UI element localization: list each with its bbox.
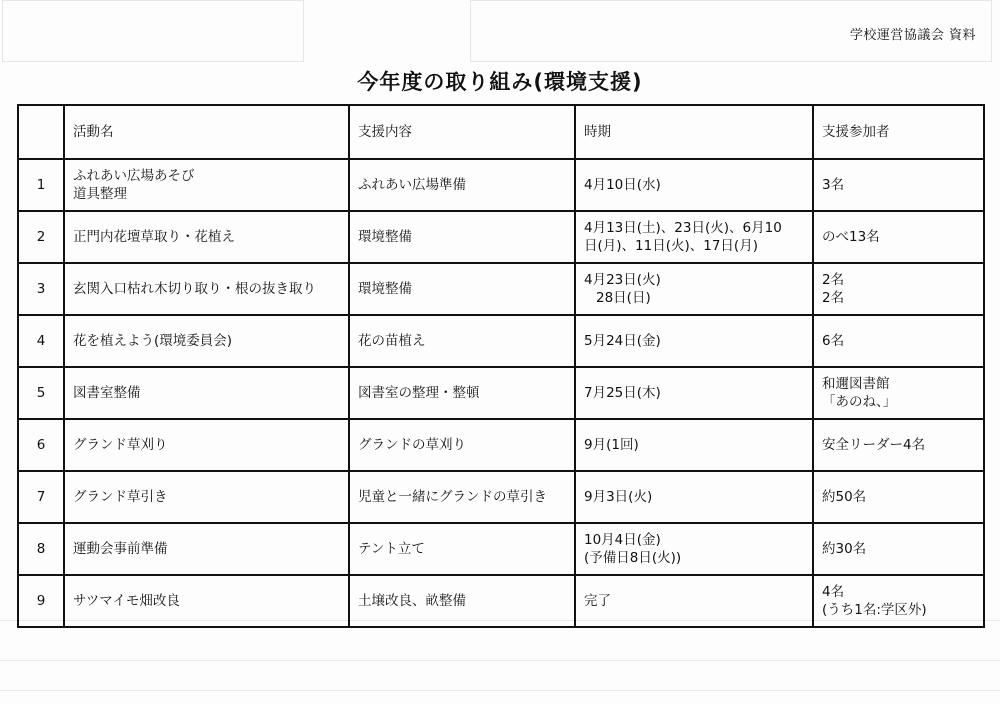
participants-cell [813,471,984,523]
activity-text: 玄関入口枯れ木切り取り・根の抜き取り [73,281,316,297]
content-text: グランドの草刈り [358,437,466,453]
header-content: 支援内容 [349,105,575,159]
participants-cell [813,523,984,575]
content-cell [349,523,575,575]
participants-text: 安全リーダー4名 [822,437,926,453]
activity-cell [64,471,349,523]
activity-text: 図書室整備 [73,385,141,401]
document-title: 今年度の取り組み(環境支援) [357,70,643,94]
activity-text: グランド草引き [73,489,168,505]
activity-cell [64,315,349,367]
activity-text: 運動会事前準備 [73,541,168,557]
table-row [18,211,984,263]
participants-text: (うち1名:学区外) [822,602,927,618]
table-row [18,523,984,575]
period-text: 5月24日(金) [584,333,661,349]
activity-cell [64,263,349,315]
participants-text: 約30名 [822,541,867,557]
show-through-line [0,690,1000,691]
show-through-line [0,660,1000,661]
period-text: 7月25日(木) [584,385,661,401]
participants-cell [813,263,984,315]
content-text: 図書室の整理・整頓 [358,385,480,401]
participants-text: 和邇図書館 [822,376,890,392]
document-label: 学校運営協議会 資料 [849,28,976,43]
period-text: 9月(1回) [584,437,639,453]
content-text: 環境整備 [358,281,412,297]
participants-cell [813,159,984,211]
participants-text: 約50名 [822,489,867,505]
table-row [18,159,984,211]
show-through-box [2,0,304,62]
content-cell [349,315,575,367]
participants-text: 4名 [822,584,845,600]
row-number: 3 [18,263,64,315]
period-text: 4月13日(土)、23日(火)、6月10 [584,220,782,236]
participants-text: のべ13名 [822,229,880,245]
activity-text: ふれあい広場あそび [73,168,195,184]
activity-text: サツマイモ畑改良 [73,593,180,609]
content-text: 児童と一緒にグランドの草引き [358,489,547,505]
content-cell [349,419,575,471]
content-cell [349,211,575,263]
period-text: 4月10日(水) [584,177,661,193]
content-text: 花の苗植え [358,333,426,349]
header-period: 時期 [575,105,813,159]
table-row [18,575,984,627]
activity-cell [64,419,349,471]
participants-text: 6名 [822,333,845,349]
period-text: 28日(日) [596,290,651,306]
table-row [18,367,984,419]
header-activity: 活動名 [64,105,349,159]
table-row [18,263,984,315]
participants-cell [813,367,984,419]
participants-cell [813,315,984,367]
content-cell [349,263,575,315]
row-number: 8 [18,523,64,575]
content-cell [349,367,575,419]
period-cell [575,211,813,263]
period-cell [575,419,813,471]
row-number: 5 [18,367,64,419]
participants-text: 2名 [822,290,845,306]
period-cell [575,263,813,315]
row-number: 7 [18,471,64,523]
row-number: 2 [18,211,64,263]
period-cell [575,471,813,523]
content-cell [349,471,575,523]
period-text: 10月4日(金) [584,532,661,548]
row-number: 1 [18,159,64,211]
period-cell [575,315,813,367]
period-text: 完了 [584,593,611,609]
content-text: 土壌改良、畝整備 [358,593,466,609]
activity-text: 花を植えよう(環境委員会) [73,333,233,349]
period-text: 4月23日(火) [584,272,661,288]
content-text: ふれあい広場準備 [358,177,466,193]
period-text: 日(月)、11日(火)、17日(月) [584,238,758,254]
table-row [18,471,984,523]
activity-cell [64,523,349,575]
content-cell [349,575,575,627]
participants-cell [813,211,984,263]
activity-cell [64,575,349,627]
activity-cell [64,211,349,263]
row-number: 4 [18,315,64,367]
participants-text: 2名 [822,272,845,288]
period-cell [575,575,813,627]
period-text: (予備日8日(火)) [584,550,682,566]
activity-text: 正門内花壇草取り・花植え [73,229,235,245]
participants-cell [813,575,984,627]
period-cell [575,367,813,419]
period-cell [575,523,813,575]
content-text: 環境整備 [358,229,412,245]
activity-text: 道具整理 [73,186,127,202]
table-header-row [18,105,984,159]
participants-text: 「あのね、」 [822,394,897,410]
activities-table [17,104,985,628]
header-participants: 支援参加者 [813,105,984,159]
period-text: 9月3日(火) [584,489,653,505]
table-row [18,419,984,471]
row-number: 9 [18,575,64,627]
table-row [18,315,984,367]
participants-text: 3名 [822,177,845,193]
content-text: テント立て [358,541,425,557]
activity-cell [64,367,349,419]
participants-cell [813,419,984,471]
period-cell [575,159,813,211]
header-number [18,105,64,159]
activity-cell [64,159,349,211]
row-number: 6 [18,419,64,471]
content-cell [349,159,575,211]
activity-text: グランド草刈り [73,437,168,453]
